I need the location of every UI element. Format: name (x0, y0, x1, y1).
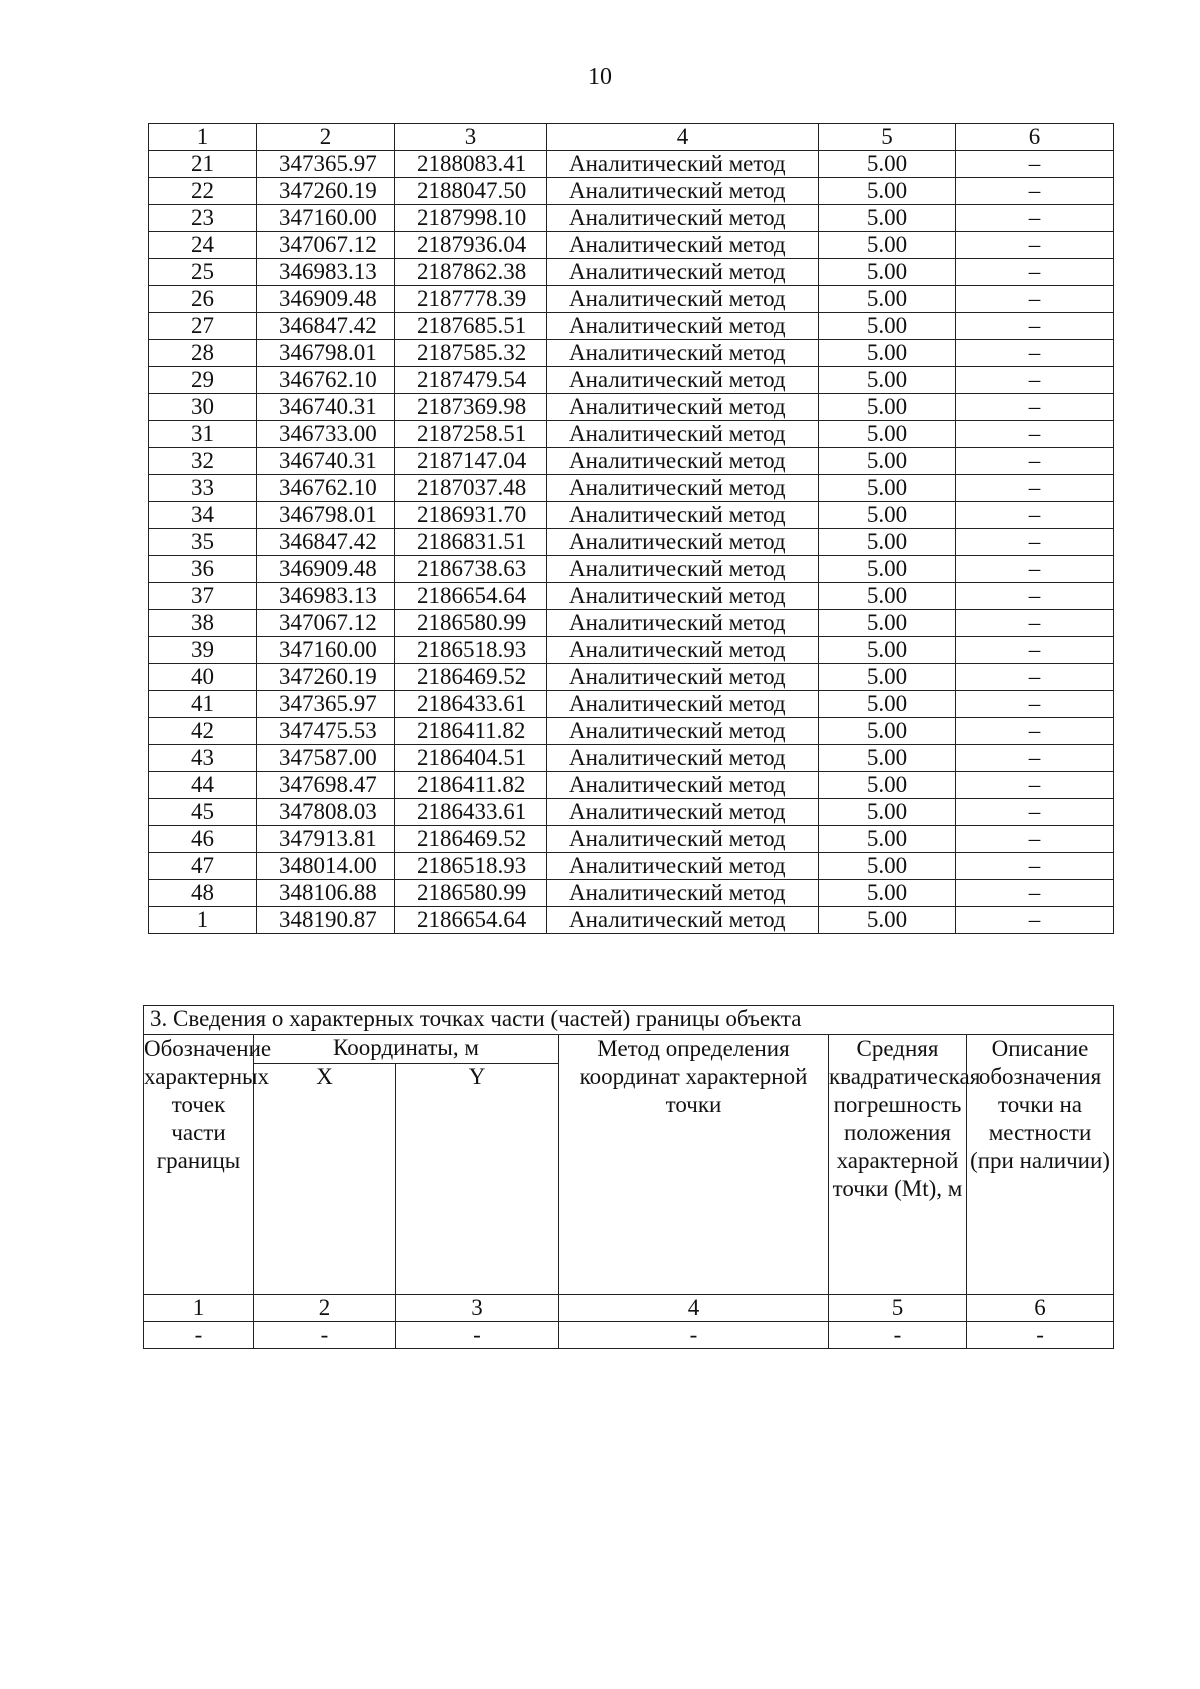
y-coordinate-cell: 2187479.54 (395, 367, 547, 394)
error-cell: 5.00 (819, 637, 956, 664)
point-number-cell: 37 (149, 583, 257, 610)
method-cell: Аналитический метод (547, 232, 819, 259)
description-cell: – (956, 367, 1114, 394)
point-number-cell: 46 (149, 826, 257, 853)
method-cell: Аналитический метод (547, 421, 819, 448)
table-row (149, 259, 1114, 286)
x-coordinate-cell: 347587.00 (257, 745, 395, 772)
description-cell: – (956, 286, 1114, 313)
y-coordinate-cell: 2186580.99 (395, 880, 547, 907)
table-row (149, 556, 1114, 583)
point-number-cell: 31 (149, 421, 257, 448)
description-cell: – (956, 475, 1114, 502)
error-cell: 5.00 (819, 421, 956, 448)
y-coordinate-cell: 2187585.32 (395, 340, 547, 367)
table-row (149, 610, 1114, 637)
empty-cell: - (559, 1322, 829, 1349)
table-row (149, 745, 1114, 772)
description-cell: – (956, 232, 1114, 259)
method-cell: Аналитический метод (547, 637, 819, 664)
method-cell: Аналитический метод (547, 394, 819, 421)
column-number-cell: 6 (956, 124, 1114, 151)
point-number-cell: 40 (149, 664, 257, 691)
column-number-cell: 5 (819, 124, 956, 151)
x-coordinate-cell: 346798.01 (257, 502, 395, 529)
designation-header: Обозначение характерных точек части границы (144, 1035, 254, 1295)
description-cell: – (956, 907, 1114, 934)
coordinates-table-body (149, 124, 1114, 934)
method-cell: Аналитический метод (547, 556, 819, 583)
table-row (149, 502, 1114, 529)
description-cell: – (956, 826, 1114, 853)
y-coordinate-cell: 2187369.98 (395, 394, 547, 421)
description-cell: – (956, 880, 1114, 907)
point-number-cell: 38 (149, 610, 257, 637)
point-number-cell: 26 (149, 286, 257, 313)
method-cell: Аналитический метод (547, 178, 819, 205)
point-number-cell: 35 (149, 529, 257, 556)
method-cell: Аналитический метод (547, 610, 819, 637)
column-number-cell: 4 (547, 124, 819, 151)
column-number-row (149, 124, 1114, 151)
column-number-cell: 3 (396, 1295, 559, 1322)
x-coordinate-cell: 347913.81 (257, 826, 395, 853)
error-cell: 5.00 (819, 853, 956, 880)
method-cell: Аналитический метод (547, 853, 819, 880)
error-cell: 5.00 (819, 232, 956, 259)
x-header: X (254, 1064, 396, 1295)
column-number-cell: 2 (254, 1295, 396, 1322)
x-coordinate-cell: 346847.42 (257, 529, 395, 556)
point-number-cell: 44 (149, 772, 257, 799)
point-number-cell: 48 (149, 880, 257, 907)
error-cell: 5.00 (819, 313, 956, 340)
method-cell: Аналитический метод (547, 907, 819, 934)
point-number-cell: 45 (149, 799, 257, 826)
x-coordinate-cell: 346740.31 (257, 448, 395, 475)
column-number-cell: 2 (257, 124, 395, 151)
error-cell: 5.00 (819, 178, 956, 205)
header-row (144, 1035, 1114, 1064)
point-number-cell: 21 (149, 151, 257, 178)
method-cell: Аналитический метод (547, 448, 819, 475)
method-cell: Аналитический метод (547, 286, 819, 313)
error-cell: 5.00 (819, 907, 956, 934)
method-cell: Аналитический метод (547, 367, 819, 394)
description-cell: – (956, 583, 1114, 610)
column-number-row (144, 1295, 1114, 1322)
method-cell: Аналитический метод (547, 745, 819, 772)
method-cell: Аналитический метод (547, 340, 819, 367)
table-row (149, 583, 1114, 610)
table-row (149, 853, 1114, 880)
description-cell: – (956, 178, 1114, 205)
description-cell: – (956, 772, 1114, 799)
point-number-cell: 1 (149, 907, 257, 934)
y-coordinate-cell: 2187998.10 (395, 205, 547, 232)
y-coordinate-cell: 2188047.50 (395, 178, 547, 205)
column-number-cell: 5 (829, 1295, 967, 1322)
x-coordinate-cell: 347365.97 (257, 691, 395, 718)
table-row (149, 799, 1114, 826)
method-cell: Аналитический метод (547, 259, 819, 286)
empty-cell: - (829, 1322, 967, 1349)
method-cell: Аналитический метод (547, 664, 819, 691)
page-number: 10 (588, 64, 612, 90)
table-row (149, 475, 1114, 502)
table-row (149, 772, 1114, 799)
empty-cell: - (967, 1322, 1114, 1349)
description-cell: – (956, 718, 1114, 745)
x-coordinate-cell: 347808.03 (257, 799, 395, 826)
x-coordinate-cell: 348106.88 (257, 880, 395, 907)
error-cell: 5.00 (819, 286, 956, 313)
point-number-cell: 47 (149, 853, 257, 880)
y-coordinate-cell: 2186411.82 (395, 718, 547, 745)
column-number-cell: 1 (144, 1295, 254, 1322)
method-cell: Аналитический метод (547, 475, 819, 502)
section-title-row (144, 1006, 1114, 1035)
error-cell: 5.00 (819, 448, 956, 475)
point-number-cell: 36 (149, 556, 257, 583)
y-coordinate-cell: 2187685.51 (395, 313, 547, 340)
part-boundary-points-table (143, 1005, 1114, 1349)
description-cell: – (956, 259, 1114, 286)
table-row (149, 340, 1114, 367)
table-row (149, 907, 1114, 934)
error-cell: 5.00 (819, 340, 956, 367)
column-number-cell: 3 (395, 124, 547, 151)
description-cell: – (956, 340, 1114, 367)
table-row (149, 448, 1114, 475)
error-cell: 5.00 (819, 880, 956, 907)
table-row (149, 367, 1114, 394)
error-cell: 5.00 (819, 610, 956, 637)
description-cell: – (956, 205, 1114, 232)
y-coordinate-cell: 2186654.64 (395, 583, 547, 610)
coordinates-header: Координаты, м (254, 1035, 559, 1064)
description-cell: – (956, 691, 1114, 718)
y-coordinate-cell: 2186518.93 (395, 853, 547, 880)
x-coordinate-cell: 346733.00 (257, 421, 395, 448)
method-cell: Аналитический метод (547, 718, 819, 745)
description-cell: – (956, 637, 1114, 664)
point-number-cell: 33 (149, 475, 257, 502)
error-cell: 5.00 (819, 367, 956, 394)
x-coordinate-cell: 347475.53 (257, 718, 395, 745)
table-row (149, 880, 1114, 907)
error-cell: 5.00 (819, 826, 956, 853)
description-cell: – (956, 421, 1114, 448)
error-cell: 5.00 (819, 205, 956, 232)
y-coordinate-cell: 2187862.38 (395, 259, 547, 286)
table-row (149, 529, 1114, 556)
y-coordinate-cell: 2187778.39 (395, 286, 547, 313)
x-coordinate-cell: 346762.10 (257, 367, 395, 394)
method-header: Метод определения координат характерной точки (559, 1035, 829, 1295)
x-coordinate-cell: 347160.00 (257, 205, 395, 232)
point-number-cell: 41 (149, 691, 257, 718)
point-number-cell: 28 (149, 340, 257, 367)
description-cell: – (956, 394, 1114, 421)
x-coordinate-cell: 347698.47 (257, 772, 395, 799)
table-row (149, 421, 1114, 448)
x-coordinate-cell: 347067.12 (257, 610, 395, 637)
y-coordinate-cell: 2186831.51 (395, 529, 547, 556)
table-row (149, 664, 1114, 691)
x-coordinate-cell: 346740.31 (257, 394, 395, 421)
table-row (149, 205, 1114, 232)
y-coordinate-cell: 2187037.48 (395, 475, 547, 502)
description-cell: – (956, 529, 1114, 556)
y-coordinate-cell: 2186518.93 (395, 637, 547, 664)
column-number-cell: 4 (559, 1295, 829, 1322)
x-coordinate-cell: 347067.12 (257, 232, 395, 259)
description-header: Описание обозначения точки на местности (при наличии) (967, 1035, 1114, 1295)
y-coordinate-cell: 2187147.04 (395, 448, 547, 475)
empty-data-row (144, 1322, 1114, 1349)
x-coordinate-cell: 348014.00 (257, 853, 395, 880)
x-coordinate-cell: 346798.01 (257, 340, 395, 367)
y-coordinate-cell: 2186931.70 (395, 502, 547, 529)
empty-cell: - (396, 1322, 559, 1349)
empty-cell: - (254, 1322, 396, 1349)
method-cell: Аналитический метод (547, 151, 819, 178)
y-header: Y (396, 1064, 559, 1295)
x-coordinate-cell: 347160.00 (257, 637, 395, 664)
error-cell: 5.00 (819, 691, 956, 718)
point-number-cell: 42 (149, 718, 257, 745)
x-coordinate-cell: 346847.42 (257, 313, 395, 340)
table-row (149, 826, 1114, 853)
table-row (149, 151, 1114, 178)
table-row (149, 178, 1114, 205)
coordinates-table (148, 123, 1114, 934)
point-number-cell: 30 (149, 394, 257, 421)
error-cell: 5.00 (819, 718, 956, 745)
y-coordinate-cell: 2186404.51 (395, 745, 547, 772)
x-coordinate-cell: 347365.97 (257, 151, 395, 178)
method-cell: Аналитический метод (547, 583, 819, 610)
method-cell: Аналитический метод (547, 772, 819, 799)
point-number-cell: 39 (149, 637, 257, 664)
point-number-cell: 24 (149, 232, 257, 259)
description-cell: – (956, 799, 1114, 826)
y-coordinate-cell: 2187258.51 (395, 421, 547, 448)
point-number-cell: 25 (149, 259, 257, 286)
y-coordinate-cell: 2187936.04 (395, 232, 547, 259)
x-coordinate-cell: 347260.19 (257, 178, 395, 205)
method-cell: Аналитический метод (547, 799, 819, 826)
x-coordinate-cell: 346983.13 (257, 583, 395, 610)
error-cell: 5.00 (819, 502, 956, 529)
error-cell: 5.00 (819, 772, 956, 799)
description-cell: – (956, 745, 1114, 772)
x-coordinate-cell: 346762.10 (257, 475, 395, 502)
method-cell: Аналитический метод (547, 205, 819, 232)
error-cell: 5.00 (819, 259, 956, 286)
x-coordinate-cell: 346909.48 (257, 556, 395, 583)
x-coordinate-cell: 346909.48 (257, 286, 395, 313)
column-number-cell: 1 (149, 124, 257, 151)
description-cell: – (956, 151, 1114, 178)
point-number-cell: 32 (149, 448, 257, 475)
point-number-cell: 22 (149, 178, 257, 205)
table-row (149, 313, 1114, 340)
error-cell: 5.00 (819, 475, 956, 502)
point-number-cell: 27 (149, 313, 257, 340)
y-coordinate-cell: 2186469.52 (395, 664, 547, 691)
y-coordinate-cell: 2186469.52 (395, 826, 547, 853)
column-number-cell: 6 (967, 1295, 1114, 1322)
x-coordinate-cell: 346983.13 (257, 259, 395, 286)
point-number-cell: 29 (149, 367, 257, 394)
point-number-cell: 23 (149, 205, 257, 232)
table-row (149, 394, 1114, 421)
method-cell: Аналитический метод (547, 313, 819, 340)
error-cell: 5.00 (819, 151, 956, 178)
section-title: 3. Сведения о характерных точках части (частей) границы объекта (144, 1006, 1114, 1035)
x-coordinate-cell: 348190.87 (257, 907, 395, 934)
empty-cell: - (144, 1322, 254, 1349)
error-cell: 5.00 (819, 394, 956, 421)
table-row (149, 232, 1114, 259)
y-coordinate-cell: 2186433.61 (395, 799, 547, 826)
error-cell: 5.00 (819, 583, 956, 610)
description-cell: – (956, 313, 1114, 340)
y-coordinate-cell: 2186654.64 (395, 907, 547, 934)
table-row (149, 637, 1114, 664)
error-header: Средняя квадратическая погрешность положения характерной точки (Mt), м (829, 1035, 967, 1295)
description-cell: – (956, 664, 1114, 691)
y-coordinate-cell: 2188083.41 (395, 151, 547, 178)
error-cell: 5.00 (819, 745, 956, 772)
y-coordinate-cell: 2186738.63 (395, 556, 547, 583)
description-cell: – (956, 448, 1114, 475)
table-row (149, 691, 1114, 718)
y-coordinate-cell: 2186433.61 (395, 691, 547, 718)
point-number-cell: 43 (149, 745, 257, 772)
description-cell: – (956, 610, 1114, 637)
error-cell: 5.00 (819, 799, 956, 826)
x-coordinate-cell: 347260.19 (257, 664, 395, 691)
point-number-cell: 34 (149, 502, 257, 529)
y-coordinate-cell: 2186411.82 (395, 772, 547, 799)
method-cell: Аналитический метод (547, 529, 819, 556)
method-cell: Аналитический метод (547, 691, 819, 718)
y-coordinate-cell: 2186580.99 (395, 610, 547, 637)
description-cell: – (956, 502, 1114, 529)
description-cell: – (956, 853, 1114, 880)
error-cell: 5.00 (819, 529, 956, 556)
method-cell: Аналитический метод (547, 502, 819, 529)
table-row (149, 718, 1114, 745)
error-cell: 5.00 (819, 664, 956, 691)
table-row (149, 286, 1114, 313)
method-cell: Аналитический метод (547, 880, 819, 907)
error-cell: 5.00 (819, 556, 956, 583)
method-cell: Аналитический метод (547, 826, 819, 853)
description-cell: – (956, 556, 1114, 583)
